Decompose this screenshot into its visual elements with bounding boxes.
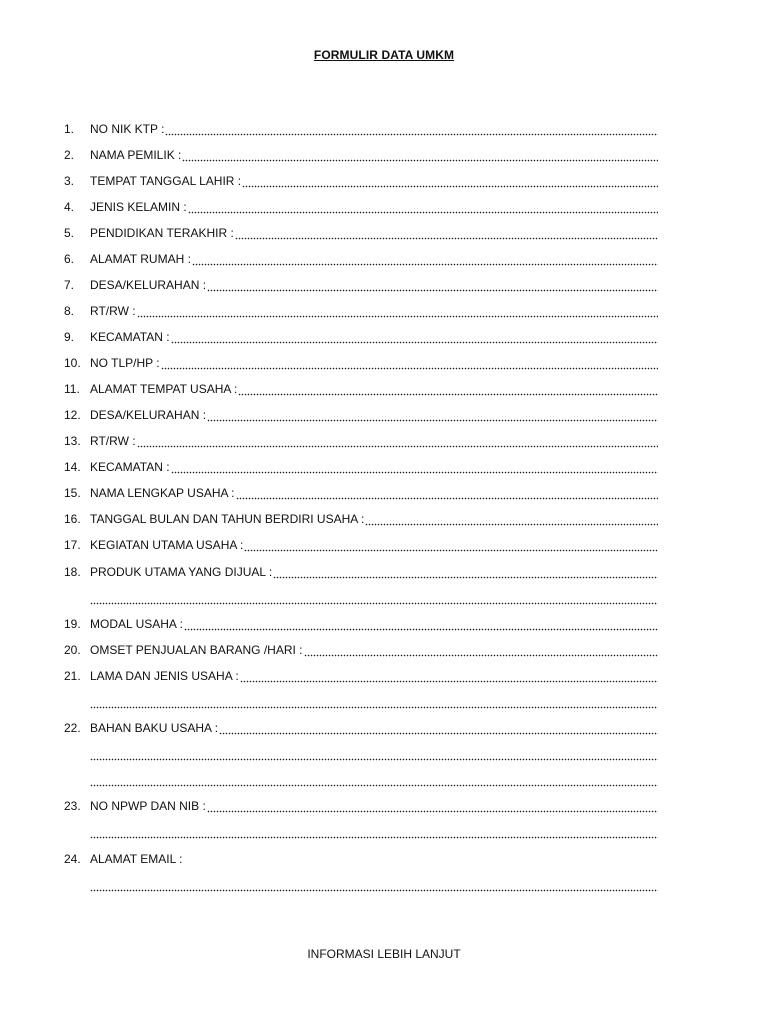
footer-info: INFORMASI LEBIH LANJUT: [307, 947, 461, 961]
field-number: 23.: [64, 799, 81, 813]
fill-line[interactable]: [244, 542, 658, 552]
field-alamat-usaha[interactable]: [64, 380, 658, 396]
fill-line[interactable]: [171, 464, 658, 474]
field-tanggal-berdiri[interactable]: [64, 510, 658, 526]
fill-line[interactable]: [182, 152, 658, 162]
continuation-line[interactable]: [90, 876, 658, 892]
field-label: ALAMAT RUMAH :: [90, 252, 191, 266]
field-number: 11.: [64, 382, 80, 396]
field-no-tlp[interactable]: [64, 354, 658, 370]
field-label: NO TLP/HP :: [90, 356, 160, 370]
field-number: 22.: [64, 721, 81, 735]
field-number: 24.: [64, 852, 81, 866]
fill-line[interactable]: [90, 699, 658, 709]
field-label: NO NIK KTP :: [90, 122, 165, 136]
field-number: 15.: [64, 486, 81, 500]
fill-line[interactable]: [235, 230, 658, 240]
field-nama-pemilik[interactable]: [64, 146, 658, 162]
field-number: 13.: [64, 434, 81, 448]
field-bahan-baku[interactable]: [64, 719, 658, 735]
field-number: 19.: [64, 617, 81, 631]
field-label: KEGIATAN UTAMA USAHA :: [90, 538, 244, 552]
field-label: JENIS KELAMIN :: [90, 200, 187, 214]
continuation-line[interactable]: [90, 589, 658, 605]
field-desa-kelurahan[interactable]: [64, 276, 658, 292]
fill-line[interactable]: [90, 882, 658, 892]
fill-line[interactable]: [161, 360, 658, 370]
fill-line[interactable]: [304, 647, 659, 657]
field-alamat-email[interactable]: [64, 850, 658, 866]
field-label: LAMA DAN JENIS USAHA :: [90, 669, 239, 683]
field-label: RT/RW :: [90, 304, 136, 318]
fill-line[interactable]: [188, 204, 658, 214]
field-label: ALAMAT EMAIL :: [90, 852, 183, 866]
form-title: FORMULIR DATA UMKM: [313, 48, 455, 62]
fill-line[interactable]: [219, 725, 658, 735]
field-rt-rw-usaha[interactable]: [64, 432, 658, 448]
fill-line[interactable]: [137, 308, 658, 318]
fill-line[interactable]: [192, 256, 658, 266]
field-number: 2.: [64, 148, 75, 162]
field-number: 8.: [64, 304, 75, 318]
field-number: 17.: [64, 538, 81, 552]
field-number: 12.: [64, 408, 81, 422]
field-label: PRODUK UTAMA YANG DIJUAL :: [90, 565, 273, 579]
field-number: 6.: [64, 252, 75, 266]
field-number: 3.: [64, 174, 75, 188]
fill-line[interactable]: [240, 673, 658, 683]
field-kegiatan-utama[interactable]: [64, 536, 658, 552]
field-label: DESA/KELURAHAN :: [90, 278, 207, 292]
field-number: 4.: [64, 200, 75, 214]
field-kecamatan[interactable]: [64, 328, 658, 344]
field-label: NO NPWP DAN NIB :: [90, 799, 206, 813]
field-nik[interactable]: [64, 120, 658, 136]
continuation-line[interactable]: [90, 693, 658, 709]
fill-line[interactable]: [90, 595, 658, 605]
field-number: 18.: [64, 565, 81, 579]
field-label: BAHAN BAKU USAHA :: [90, 721, 219, 735]
field-number: 7.: [64, 278, 75, 292]
fill-line[interactable]: [90, 829, 658, 839]
field-label: TANGGAL BULAN DAN TAHUN BERDIRI USAHA :: [90, 512, 365, 526]
field-nama-usaha[interactable]: [64, 484, 658, 500]
field-label: PENDIDIKAN TERAKHIR :: [90, 226, 234, 240]
fill-line[interactable]: [236, 490, 659, 500]
field-number: 10.: [64, 356, 81, 370]
field-label: DESA/KELURAHAN :: [90, 408, 207, 422]
field-produk-utama[interactable]: [64, 563, 658, 579]
field-omset[interactable]: [64, 641, 658, 657]
field-number: 16.: [64, 512, 81, 526]
field-label: TEMPAT TANGGAL LAHIR :: [90, 174, 242, 188]
field-lama-jenis-usaha[interactable]: [64, 667, 658, 683]
field-npwp-nib[interactable]: [64, 797, 658, 813]
fill-line[interactable]: [207, 803, 658, 813]
field-number: 5.: [64, 226, 75, 240]
fill-line[interactable]: [207, 282, 658, 292]
fill-line[interactable]: [137, 438, 658, 448]
field-label: NAMA LENGKAP USAHA :: [90, 486, 235, 500]
field-label: RT/RW :: [90, 434, 136, 448]
continuation-line[interactable]: [90, 823, 658, 839]
field-pendidikan[interactable]: [64, 224, 658, 240]
fill-line[interactable]: [365, 516, 658, 526]
field-modal-usaha[interactable]: [64, 615, 658, 631]
field-number: 20.: [64, 643, 81, 657]
field-desa-kelurahan-usaha[interactable]: [64, 406, 658, 422]
fill-line[interactable]: [90, 751, 658, 761]
continuation-line[interactable]: [90, 745, 658, 761]
fill-line[interactable]: [171, 334, 658, 344]
field-number: 9.: [64, 330, 75, 344]
fill-line[interactable]: [90, 777, 658, 787]
field-number: 1.: [64, 122, 75, 136]
fill-line[interactable]: [184, 621, 658, 631]
field-number: 14.: [64, 460, 81, 474]
field-label: ALAMAT TEMPAT USAHA :: [90, 382, 238, 396]
fill-line[interactable]: [242, 178, 658, 188]
field-tempat-tanggal-lahir[interactable]: [64, 172, 658, 188]
field-number: 21.: [64, 669, 81, 683]
field-alamat-rumah[interactable]: [64, 250, 658, 266]
continuation-line[interactable]: [90, 771, 658, 787]
field-label: KECAMATAN :: [90, 460, 170, 474]
fill-line[interactable]: [238, 386, 658, 396]
field-label: MODAL USAHA :: [90, 617, 183, 631]
field-label: OMSET PENJUALAN BARANG /HARI :: [90, 643, 303, 657]
field-kecamatan-usaha[interactable]: [64, 458, 658, 474]
field-label: NAMA PEMILIK :: [90, 148, 182, 162]
field-label: KECAMATAN :: [90, 330, 170, 344]
fill-line[interactable]: [207, 412, 658, 422]
fill-line[interactable]: [273, 569, 658, 579]
field-jenis-kelamin[interactable]: [64, 198, 658, 214]
field-rt-rw[interactable]: [64, 302, 658, 318]
fill-line[interactable]: [165, 126, 658, 136]
